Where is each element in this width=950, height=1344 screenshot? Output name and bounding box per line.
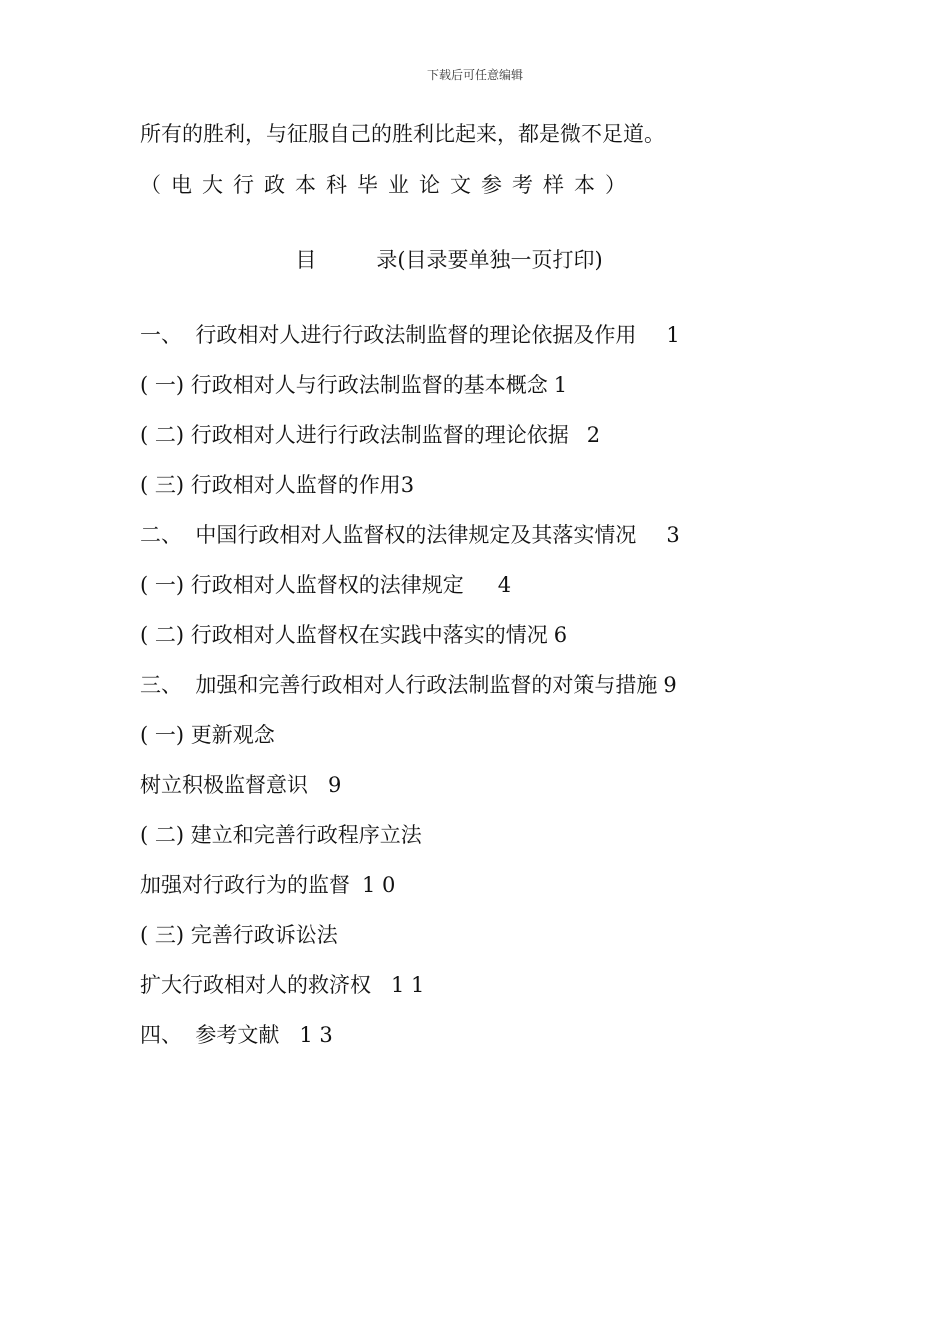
toc-item-page: 4 [497,573,512,597]
toc-item-text: ( 三) 完善行政诉讼法 [140,923,338,947]
toc-item-text: 三、 加强和完善行政相对人行政法制监督的对策与措施 [140,673,658,697]
toc-item [140,523,680,548]
toc-title [282,223,603,273]
toc-item-text: 扩大行政相对人的救济权 [140,973,371,997]
toc-item-page: 3 [400,473,415,497]
page-header: 下载后可任意编辑 [426,68,523,82]
toc-item-text: ( 一) 更新观念 [140,723,275,747]
toc-item [140,873,395,898]
toc-item [140,973,424,998]
toc-item-text: 二、 中国行政相对人监督权的法律规定及其落实情况 [140,523,637,547]
toc-item [140,623,567,648]
toc-item-page: 1 1 [391,973,425,997]
toc-item-page: 1 [553,373,568,397]
toc-title-char2: 录(目录要单独一页打印) [376,248,603,273]
toc-item-page: 9 [328,773,342,797]
toc-item [140,823,422,848]
toc-item-text: ( 二) 行政相对人监督权在实践中落实的情况 [140,623,548,647]
toc-item-text: ( 一) 行政相对人与行政法制监督的基本概念 [140,373,548,397]
toc-item-text: 树立积极监督意识 [140,773,308,797]
toc-item-text: ( 一) 行政相对人监督权的法律规定 [140,573,464,597]
toc-item-text: 一、 行政相对人进行行政法制监督的理论依据及作用 [140,323,637,347]
opening-quote: 所有的胜利，与征服自己的胜利比起来，都是微不足道。 [140,122,665,146]
toc-item [140,473,414,498]
toc-item-page: 1 0 [362,873,396,897]
toc-item [140,673,677,698]
toc-item-text: ( 三) 行政相对人监督的作用 [140,473,401,497]
toc-item-page: 1 3 [299,1023,333,1047]
toc-item [140,923,338,948]
toc-item-page: 1 [666,323,680,347]
toc-item [140,373,567,398]
toc-item-text: ( 二) 建立和完善行政程序立法 [140,823,422,847]
toc-item-text: ( 二) 行政相对人进行行政法制监督的理论依据 [140,423,569,447]
toc-item-page: 3 [666,523,680,547]
toc-item [140,1023,333,1048]
document-subtitle: （电大行政本科毕业论文参考样本） [140,173,636,197]
toc-item-page: 9 [663,673,677,697]
toc-item [140,773,341,798]
toc-item [140,323,680,348]
toc-item [140,423,600,448]
toc-title-char1: 目 [295,248,317,273]
toc-item-text: 四、 参考文献 [140,1023,280,1047]
toc-item [140,573,511,598]
toc-item-text: 加强对行政行为的监督 [140,873,350,897]
toc-item-page: 6 [553,623,568,647]
toc-item [140,723,275,748]
toc-item-page: 2 [586,423,601,447]
